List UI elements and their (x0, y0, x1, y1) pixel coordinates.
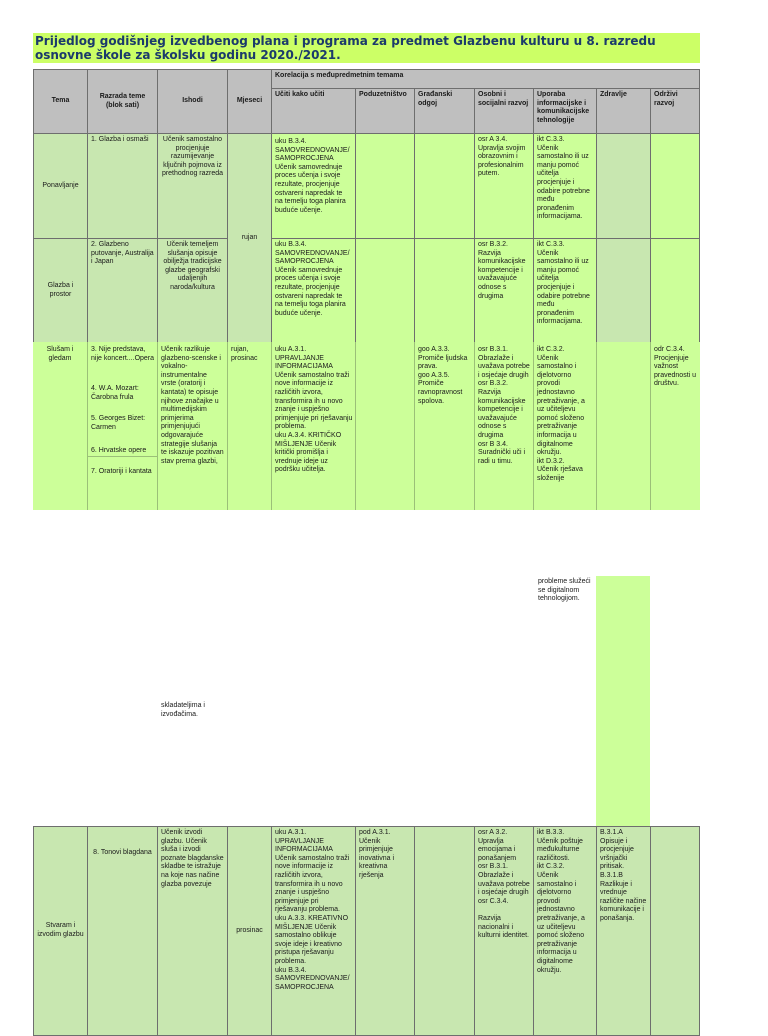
row3-separator (650, 342, 651, 510)
header-mjeseci: Mjeseci (227, 69, 272, 134)
row3-separator (271, 342, 272, 510)
rows12-mjeseci: rujan (227, 133, 272, 343)
row4-uciti: uku A.3.1. UPRAVLJANJE INFORMACIJAMA Učenik samostalno traži nove informacije iz različitih izvora, transformira ih u novo znanje i uspješno primjenjuje pri rješavanju problema. uku A.3.3. KREATIVNO MIŠLJENJE Učenik samostalno oblikuje svoje ideje i kreativno pristupa rješavanju problema. uku B.3.4. SAMOVREDNOVANJE/ SAMOPROCJENA (271, 826, 356, 1036)
row3-separator (414, 342, 415, 510)
row1-gradjanski (414, 133, 475, 239)
row3-odrzivi: odr C.3.4. Procjenjuje važnost pravednosti u društvu. (654, 346, 697, 388)
row2-odrzivi (650, 238, 700, 343)
row4-ishodi: Učenik izvodi glazbu. Učenik sluša i izvodi poznate blagdanske skladbe te istražuje na koje nas načine glazba povezuje (157, 826, 228, 1036)
row4-poduzetnistvo: pod A.3.1. Učenik primjenjuje inovativna i kreativna rješenja (355, 826, 415, 1036)
row4-ikt: ikt B.3.3. Učenik poštuje međukulturne različitosti. ikt C.3.2. Učenik samostalno i djelotvorno provodi jednostavno pretraživanje, a uz učiteljevu pomoć složeno pretraživanje informacija u digitalnome okružju. (533, 826, 597, 1036)
row2-ikt: ikt C.3.3. Učenik samostalno ili uz manju pomoć učitelja procjenjuje i odabire potrebne među pronađenim informacijama. (533, 238, 597, 343)
row3-razrada-item: 3. Nije predstava, nije koncert....Opera (91, 346, 155, 362)
row3-razrada-item: 4. W.A. Mozart: Čarobna frula (91, 385, 139, 401)
row1-ishodi: Učenik samostalno procjenjuje razumijevanje ključnih pojmova iz prethodnog razreda (157, 133, 228, 239)
header-zdravlje: Zdravlje (596, 88, 651, 134)
header-ishodi: Ishodi (157, 69, 228, 134)
row4-gradjanski (414, 826, 475, 1036)
row2-tema: Glazba i prostor (33, 238, 88, 343)
row1-ikt: ikt C.3.3. Učenik samostalno ili uz manju pomoć učitelja procjenjuje i odabire potrebne među pronađenim informacijama. (533, 133, 597, 239)
row1-odrzivi (650, 133, 700, 239)
row3-separator (157, 342, 158, 510)
row4-razrada: 8. Tonovi blagdana (87, 826, 158, 1036)
row3-separator (355, 342, 356, 510)
row1-zdravlje (596, 133, 651, 239)
header-gradjanski: Građanski odgoj (414, 88, 475, 134)
row3-separator (533, 342, 534, 510)
row3-separator (596, 342, 597, 510)
row3-separator (87, 342, 88, 510)
row2-poduzetnistvo (355, 238, 415, 343)
header-poduzetnistvo: Poduzetništvo (355, 88, 415, 134)
row3-separator (474, 342, 475, 510)
row1-poduzetnistvo (355, 133, 415, 239)
row2-ishodi: Učenik temeljem slušanja opisuje obilježja tradicijske glazbe geografski udaljenjih naroda/kultura (157, 238, 228, 343)
header-uciti: Učiti kako učiti (271, 88, 356, 134)
row4-osobni: osr A 3.2. Upravlja emocijama i ponašanjem osr B.3.1. Obrazlaže i uvažava potrebe i osjećaje drugih osr C.3.4. Razvija nacionalni i kulturni identitet. (474, 826, 534, 1036)
row1-razrada: 1. Glazba i osmaši (87, 133, 158, 239)
row2-gradjanski (414, 238, 475, 343)
row4-zdravlje: B.3.1.A Opisuje i procjenjuje vršnjački pritisak. B.3.1.B Razlikuje i vrednuje različite načine komunikacije i ponašanja. (596, 826, 651, 1036)
zdravlje-overflow-bar (596, 576, 650, 827)
row3-razrada-item: 5. Georges Bizet: Carmen (91, 415, 146, 431)
ishodi-overflow-text: skladateljima i izvođačima. (161, 702, 205, 718)
header-odrzivi: Održivi razvoj (650, 88, 700, 134)
row3-ishodi: Učenik razlikuje glazbeno-scenske i vokalno-instrumentalne vrste (oratorij i kantata) te opisuje njihove značajke u multimedijskim primjerima primjenjujući odgovarajuće strategije slušanja te iskazuje pozitivan stav prema glazbi, (161, 346, 224, 465)
header-tema: Tema (33, 69, 88, 134)
row4-mjeseci: prosinac (227, 826, 272, 1036)
row1-uciti: uku B.3.4. SAMOVREDNOVANJE/ SAMOPROCJENA Učenik samovrednuje proces učenja i svoje rezultate, procjenjuje ostvareni napredak te na temelju toga planira buduće učenje. (271, 133, 356, 239)
row3-razrada-item: 7. Oratoriji i kantata (91, 468, 152, 475)
row3-divider (88, 456, 157, 457)
row1-tema: Ponavljanje (33, 133, 88, 239)
row3-gradjanski: goo A.3.3. Promiče ljudska prava. goo A.3.5. Promiče ravnopravnost spolova. (418, 346, 468, 405)
row3-osobni: osr B.3.1. Obrazlaže i uvažava potrebe i osjećaje drugih osr B.3.2. Razvija komunikacijske kompetencije i uvažavajuće odnose s drugima osr B 3.4. Suradnički uči i radi u timu. (478, 346, 530, 465)
row3-ikt: ikt C.3.2. Učenik samostalno i djelotvorno provodi jednostavno pretraživanje, a uz učiteljevu pomoć složeno pretraživanje informacija u digitalnome okružju. ikt D.3.2. Učenik rješava složenije (537, 346, 585, 482)
row3-mjeseci: rujan, prosinac (231, 346, 258, 362)
page-title: Prijedlog godišnjeg izvedbenog plana i programa za predmet Glazbenu kulturu u 8. razredu osnovne škole za školsku godinu 2020./2021. (33, 33, 700, 63)
row2-zdravlje (596, 238, 651, 343)
row3-uciti: uku A.3.1. UPRAVLJANJE INFORMACIJAMA Učenik samostalno traži nove informacije iz različitih izvora, transformira ih u novo znanje i uspješno primjenjuje pri rješavanju problema. uku A.3.4. KRITIČKO MIŠLJENJE Učenik kritički promišlja i vrednuje ideje uz podršku učitelja. (275, 346, 353, 474)
row3-razrada-item: 6. Hrvatske opere (91, 447, 147, 454)
row2-osobni: osr B.3.2. Razvija komunikacijske kompetencije i uvažavajuće odnose s drugima (474, 238, 534, 343)
row1-osobni: osr A 3.4. Upravlja svojim obrazovnim i profesionalnim putem. (474, 133, 534, 239)
header-razrada: Razrada teme (blok sati) (87, 69, 158, 134)
ikt-overflow-text: probleme služeći se digitalnom tehnologijom. (538, 578, 591, 603)
row4-tema: Stvaram i izvodim glazbu (33, 826, 88, 1036)
row2-razrada: 2. Glazbeno putovanje, Australija i Japan (87, 238, 158, 343)
header-korelacija: Korelacija s međupredmetnim temama (271, 69, 700, 89)
row3-tema: Slušam i gledam (46, 346, 74, 362)
row2-uciti: uku B.3.4. SAMOVREDNOVANJE/ SAMOPROCJENA Učenik samovrednuje proces učenja i svoje rezultate, procjenjuje ostvareni napredak te na temelju toga planira buduće učenje. (271, 238, 356, 343)
row4-odrzivi (650, 826, 700, 1036)
header-ikt: Uporaba informacijske i komunikacijske tehnologije (533, 88, 597, 134)
row3-separator (227, 342, 228, 510)
header-osobni: Osobni i socijalni razvoj (474, 88, 534, 134)
